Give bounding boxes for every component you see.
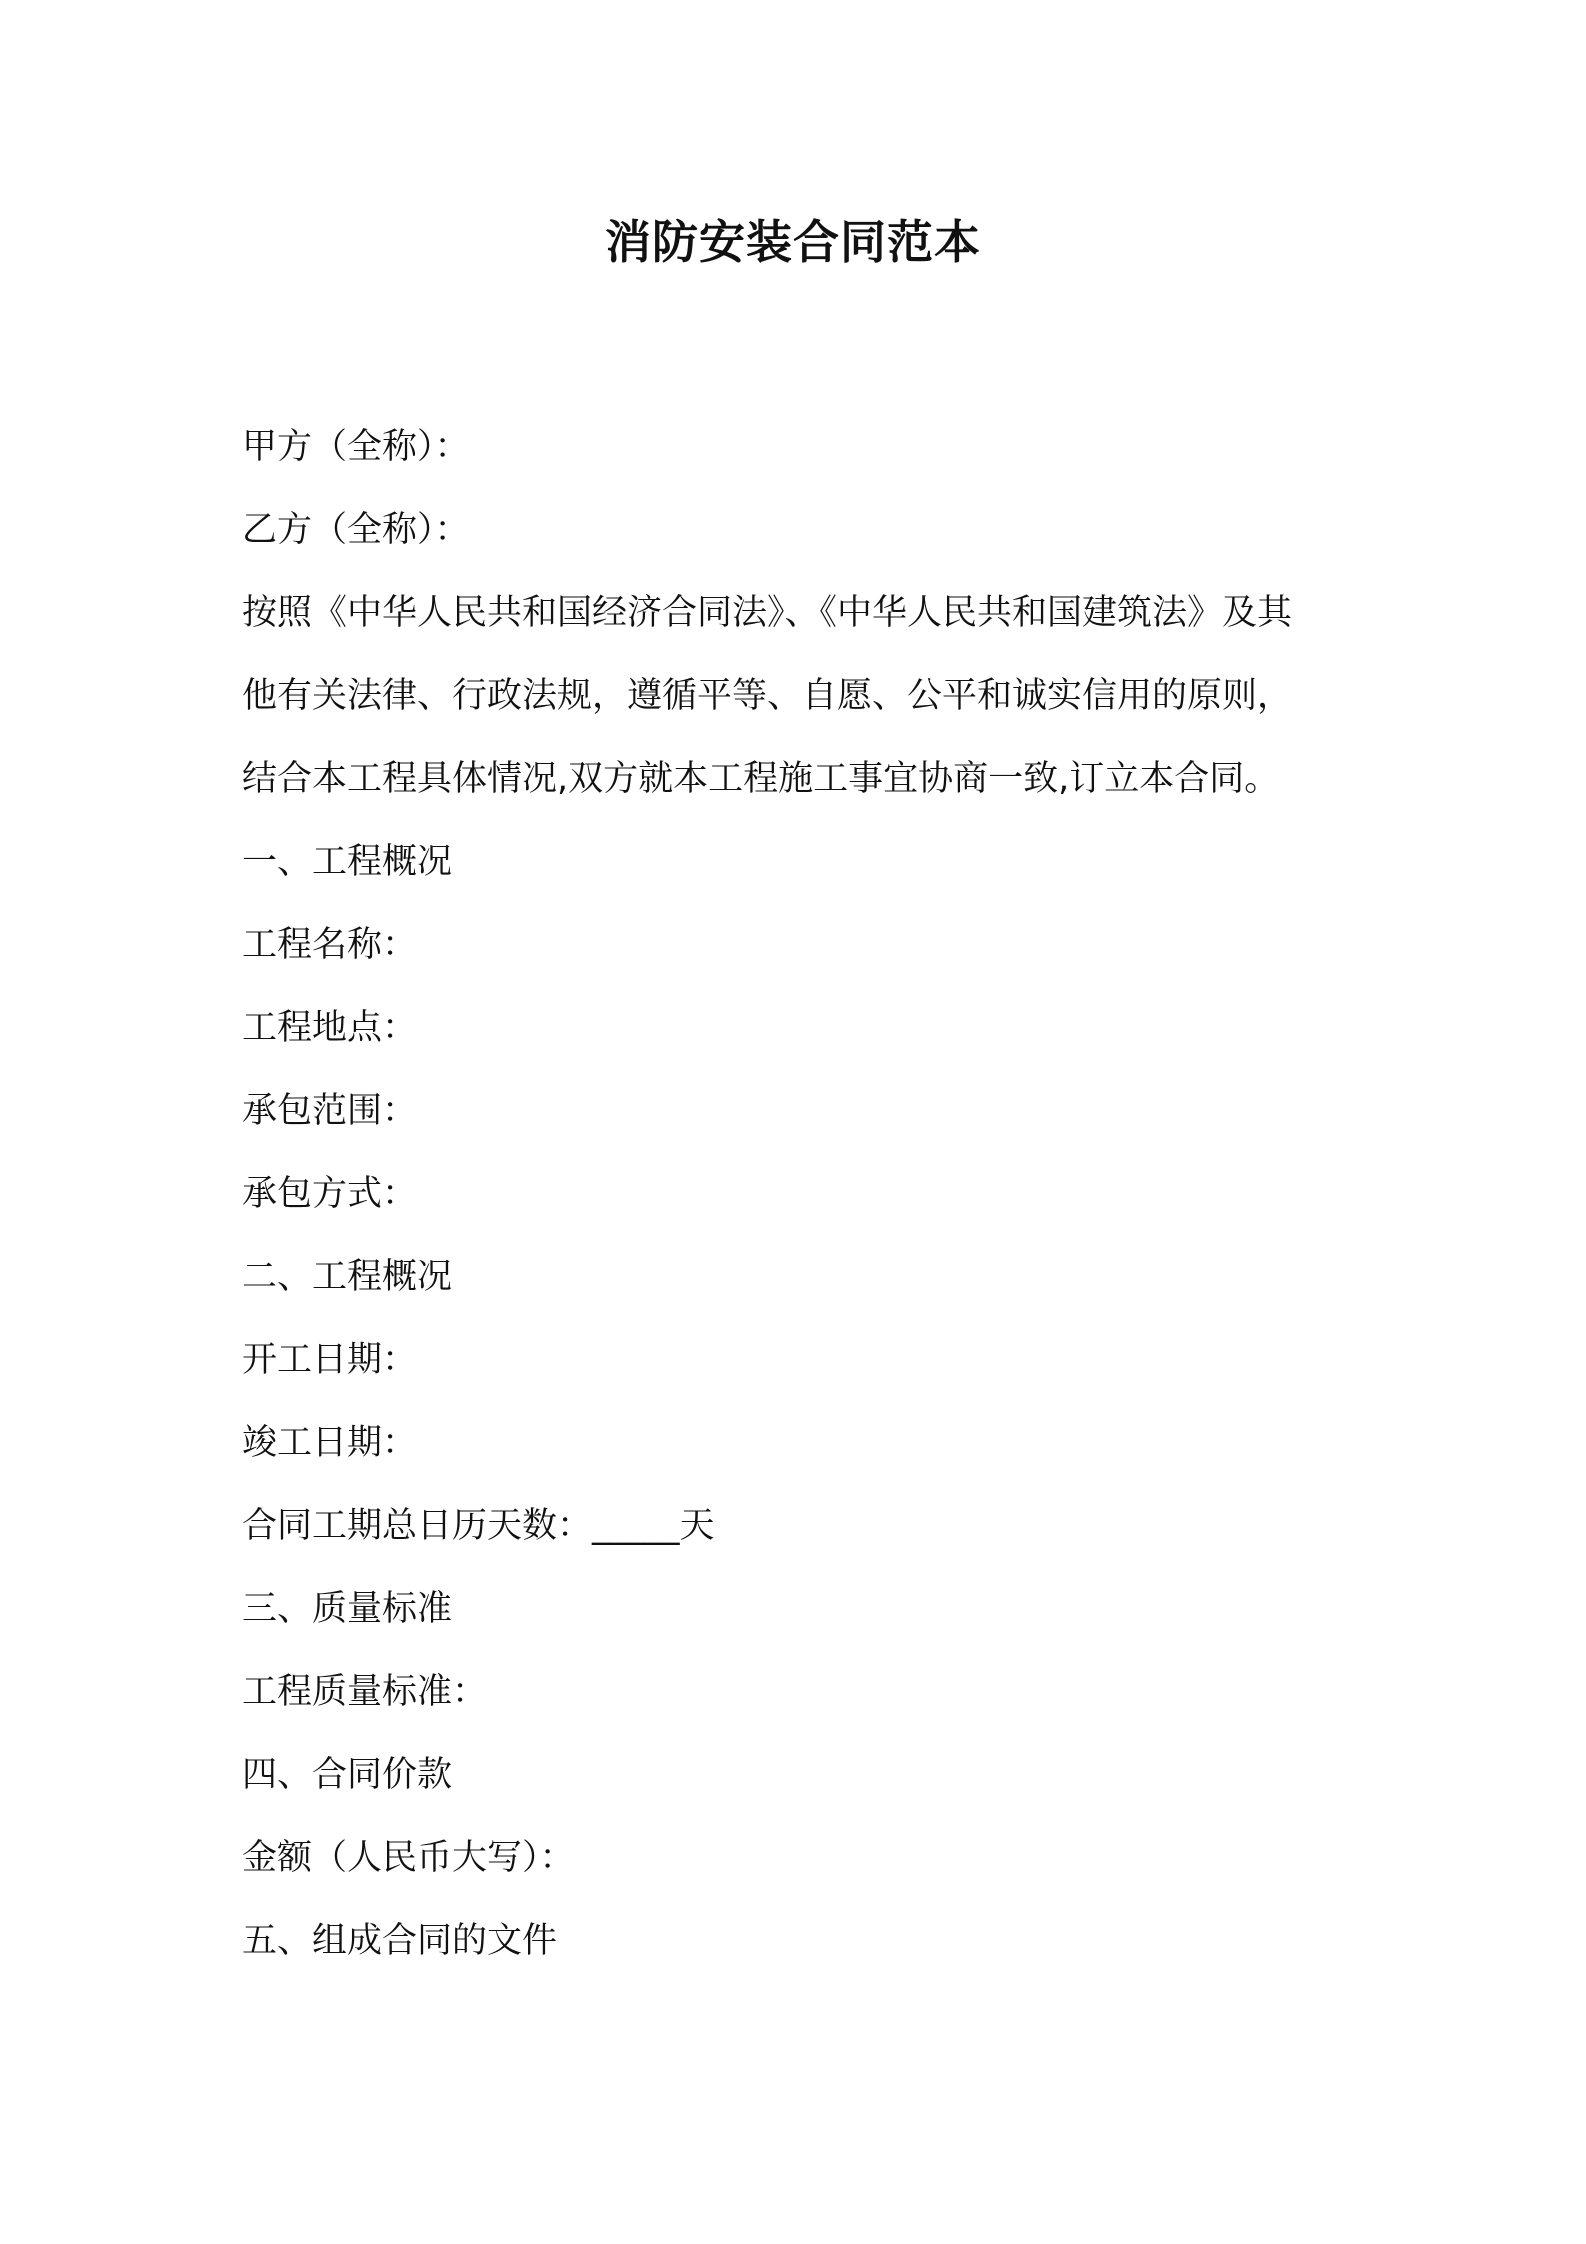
document-title: 消防安装合同范本 [605,215,981,269]
document-body [242,406,1352,1983]
start-date-line: 开工日期： [242,1340,418,1380]
project-location-line: 工程地点： [242,1008,418,1048]
preamble-line-3: 结合本工程具体情况,双方就本工程施工事宜协商一致,订立本合同。 [242,759,1280,799]
amount-line: 金额（人民币大写）： [242,1838,575,1878]
completion-date-line: 竣工日期： [242,1423,418,1463]
section-heading-1: 一、工程概况 [242,842,453,882]
party-a-line: 甲方（全称）： [242,427,470,467]
total-duration-line: 合同工期总日历天数：_____天 [242,1506,715,1546]
section-heading-5: 五、组成合同的文件 [242,1921,558,1961]
project-name-line: 工程名称： [242,925,418,965]
section-heading-3: 三、质量标准 [242,1589,453,1629]
preamble-line-2: 他有关法律、行政法规，遵循平等、自愿、公平和诚实信用的原则， [242,676,1293,716]
contract-method-line: 承包方式： [242,1174,418,1214]
preamble-line-1: 按照《中华人民共和国经济合同法》、《中华人民共和国建筑法》及其 [242,593,1293,633]
section-heading-2: 二、工程概况 [242,1257,453,1297]
party-b-line: 乙方（全称）： [242,510,470,550]
section-heading-4: 四、合同价款 [242,1755,453,1795]
contract-scope-line: 承包范围： [242,1091,418,1131]
quality-standard-line: 工程质量标准： [242,1672,488,1712]
